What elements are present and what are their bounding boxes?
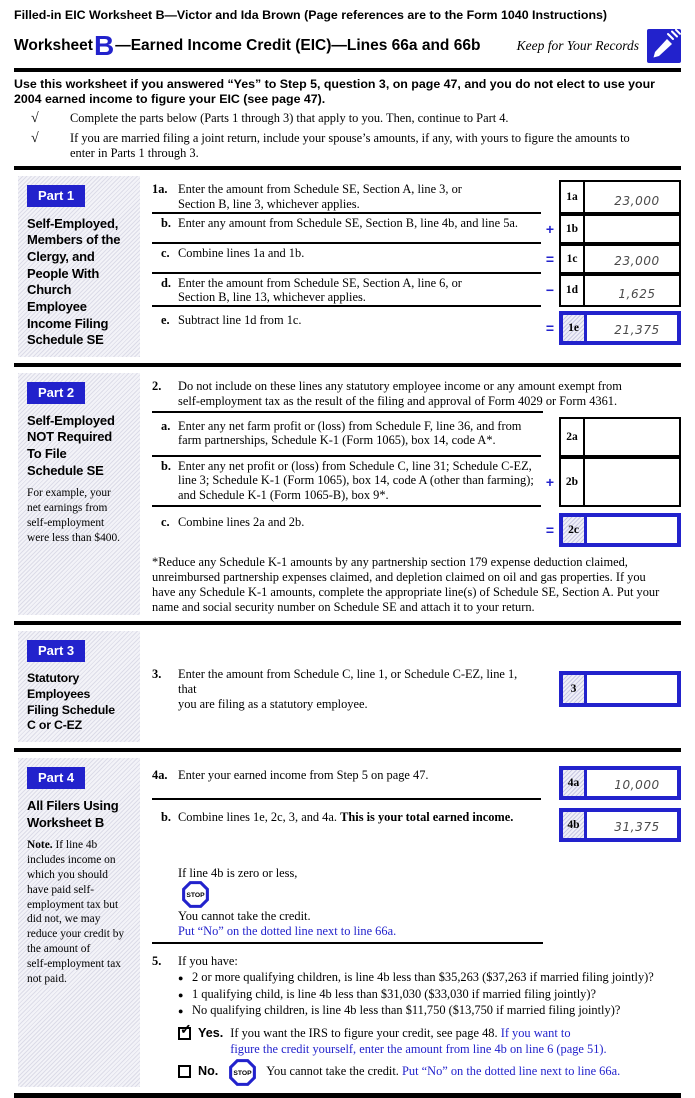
box-label: 2c <box>563 517 587 543</box>
equals-operator: = <box>545 250 555 267</box>
line-item-2b <box>152 457 681 507</box>
item-number: 4a. <box>152 767 168 782</box>
yes-checkbox[interactable] <box>178 1027 191 1040</box>
line-item-1c <box>152 244 681 274</box>
item-text: Do not include on these lines any statutory employee income or any amount exempt from self-employment tax as the result of the filing and approval of Form 4029 or Form 4361. <box>178 378 622 408</box>
item-number: a. <box>161 418 171 433</box>
box-value <box>585 459 679 505</box>
item-text: Enter your earned income from Step 5 on page 47. <box>178 767 429 782</box>
amount-box-1e[interactable] <box>559 311 681 345</box>
item-number: c. <box>161 514 170 529</box>
bullet-text: 1 qualifying child, is line 4b less than $31,030 ($33,030 if married filing jointly)? <box>192 986 597 1001</box>
yes-text: If you want the IRS to figure your credit, see page 48. If you want to figure the credit yourself, enter the amount from line 4b on line 6 (page 51). <box>230 1026 607 1056</box>
stop-pre-text: If line 4b is zero or less, <box>178 866 298 881</box>
part2-badge: Part 2 <box>27 382 85 404</box>
underline <box>152 942 543 944</box>
item-text: Combine lines 1a and 1b. <box>178 245 305 260</box>
item-number: d. <box>161 275 171 290</box>
line-item-4b <box>152 808 681 842</box>
intro-lead: Use this worksheet if you answered “Yes” to Step 5, question 3, on page 47, and you do not elect to use your 2004 earned income to figure your EIC (see page 47). <box>14 77 656 107</box>
item-number: e. <box>161 313 170 328</box>
svg-text:STOP: STOP <box>186 892 205 900</box>
box-label: 4b <box>563 812 587 838</box>
note-label: Note. <box>27 839 53 852</box>
plus-operator: + <box>545 220 555 237</box>
box-value <box>587 517 677 543</box>
part1-sidebar <box>18 176 140 357</box>
line-item-2a <box>152 417 681 457</box>
line-item-2 <box>152 377 681 409</box>
box-label: 1d <box>561 276 585 306</box>
item-text: Enter the amount from Schedule SE, Section A, line 6, or Section B, line 13, whichever applies. <box>178 275 462 305</box>
bullet-text: 2 or more qualifying children, is line 4b less than $35,263 ($37,263 if married filing jointly)? <box>192 969 654 984</box>
divider <box>14 68 681 72</box>
item-text: Enter any net profit or (loss) from Schedule C, line 31; Schedule C-EZ, line 3; Schedule K-1 (Form 1065), box 14, code A (other than farming); and Schedule K-1 (Form 1065-B), box 9*. <box>178 458 534 503</box>
part4-sidebar <box>18 758 140 1087</box>
amount-box-1d[interactable] <box>559 274 681 308</box>
item-text: Combine lines 2a and 2b. <box>178 514 305 529</box>
worksheet-letter: B <box>93 30 115 61</box>
stop-icon <box>182 881 209 908</box>
part2-note: For example, your net earnings from self-employment were less than $400. <box>27 487 120 544</box>
no-option-row <box>178 1064 681 1087</box>
line-item-1b <box>152 214 681 244</box>
box-label: 1a <box>561 182 585 212</box>
no-label: No. <box>198 1064 219 1079</box>
bullet-item <box>178 986 681 1003</box>
box-value: 1,625 <box>618 287 656 302</box>
item-text: Enter the amount from Schedule SE, Section A, line 3, or Section B, line 3, whichever applies. <box>178 181 462 211</box>
box-label: 4a <box>563 770 587 796</box>
part4-heading: All Filers Using Worksheet B <box>27 797 119 830</box>
minus-operator: − <box>545 282 555 299</box>
item-text: Enter any net farm profit or (loss) from Schedule F, line 36, and from farm partnerships, Schedule K-1 (Form 1065), box 14, code A*. <box>178 418 522 448</box>
worksheet-word: Worksheet <box>14 37 93 54</box>
amount-box-4b[interactable] <box>559 808 681 842</box>
box-value <box>585 419 679 455</box>
bullet-dot: ● <box>178 989 184 1000</box>
part3-section <box>14 625 681 748</box>
stop-icon <box>229 1059 256 1086</box>
box-value <box>585 216 679 242</box>
item-text: Combine lines 1e, 2c, 3, and 4a. This is your total earned income. <box>178 809 514 824</box>
line-item-1a <box>152 180 681 214</box>
keep-for-records-note: Keep for Your Records <box>516 38 639 53</box>
no-text: You cannot take the credit. Put “No” on the dotted line next to line 66a. <box>266 1064 621 1079</box>
amount-box-1a[interactable] <box>559 180 681 214</box>
box-value: 23,000 <box>614 193 660 208</box>
stop-blue-text: Put “No” on the dotted line next to line 66a. <box>178 924 397 939</box>
part4-note <box>27 838 134 986</box>
check-icon: √ <box>31 111 39 127</box>
operator-sign <box>541 180 559 214</box>
plus-operator: + <box>545 473 555 490</box>
operator-sign <box>541 808 559 842</box>
underline <box>152 411 543 413</box>
part1-badge: Part 1 <box>27 185 85 207</box>
item-number: b. <box>161 458 171 473</box>
bullet-text: No qualifying children, is line 4b less than $11,750 ($13,750 if married filing jointly)? <box>192 1003 621 1018</box>
line-item-1e <box>152 311 681 345</box>
part2-section <box>14 367 681 621</box>
part1-heading: Self-Employed, Members of the Clergy, and People With Church Employee Income Filing Schedule SE <box>27 215 121 348</box>
box-label: 1b <box>561 216 585 242</box>
note-text: If line 4b includes income on which you should have paid self- employment tax but did not, we may reduce your credit by the amount of self-employment tax not paid. <box>27 839 125 985</box>
box-label: 3 <box>563 675 587 703</box>
box-label: 2b <box>561 459 585 505</box>
worksheet-title: —Earned Income Credit (EIC)—Lines 66a and 66b <box>115 37 481 54</box>
stop-warning-line <box>178 851 681 940</box>
part1-content <box>152 176 681 357</box>
amount-box-2c[interactable] <box>559 513 681 547</box>
part4-badge: Part 4 <box>27 767 85 789</box>
part4-section <box>14 752 681 1093</box>
doc-title: Filled-in EIC Worksheet B—Victor and Ida Brown (Page references are to the Form 1040 Instructions) <box>14 8 608 22</box>
operator-sign <box>541 417 559 457</box>
pencil-icon <box>647 29 681 63</box>
item-number: b. <box>161 809 171 824</box>
part3-badge: Part 3 <box>27 640 85 662</box>
part3-content <box>152 631 681 742</box>
amount-box-1b[interactable] <box>559 214 681 244</box>
line-item-2c <box>152 513 681 547</box>
part1-section <box>14 170 681 363</box>
box-value: 10,000 <box>614 777 660 792</box>
line-item-5 <box>152 952 681 969</box>
yes-label: Yes. <box>198 1026 224 1041</box>
item-number: 3. <box>152 667 162 682</box>
check-icon: √ <box>31 131 39 147</box>
item-number: c. <box>161 245 170 260</box>
amount-box-2b[interactable] <box>559 457 681 507</box>
bullet-item <box>178 969 681 986</box>
yes-option-row <box>178 1026 681 1057</box>
part2-content <box>152 373 681 615</box>
equals-operator: = <box>545 521 555 538</box>
box-value: 21,375 <box>614 323 660 338</box>
line-item-4a <box>152 766 681 800</box>
line-item-1d <box>152 274 681 308</box>
box-value: 31,375 <box>614 819 660 834</box>
item-text: Subtract line 1d from 1c. <box>178 313 302 328</box>
amount-box-4a[interactable] <box>559 766 681 800</box>
bullet-dot: ● <box>178 1006 184 1017</box>
item-number: 2. <box>152 378 162 393</box>
operator-sign <box>541 766 559 800</box>
item-text: Enter the amount from Schedule C, line 1, or Schedule C-EZ, line 1, that you are filing as a statutory employee. <box>178 667 518 711</box>
line-item-3 <box>152 665 681 712</box>
box-label: 1e <box>563 315 587 341</box>
part3-sidebar <box>18 631 140 742</box>
amount-box-3[interactable] <box>559 671 681 707</box>
item-text: If you have: <box>178 953 238 968</box>
part2-sidebar <box>18 373 140 615</box>
checklist-item <box>14 131 681 161</box>
no-checkbox[interactable] <box>178 1065 191 1078</box>
checklist-item <box>14 111 681 128</box>
part3-heading: Statutory Employees Filing Schedule C or C-EZ <box>27 671 115 733</box>
checklist-text: If you are married filing a joint return, include your spouse’s amounts, if any, with yours to figure the amounts to enter in Parts 1 through 3. <box>70 131 630 160</box>
bullet-item <box>178 1002 681 1019</box>
equals-operator: = <box>545 320 555 337</box>
item-text: Enter any amount from Schedule SE, Section B, line 4b, and line 5a. <box>178 215 518 230</box>
bottom-rule <box>14 1093 681 1098</box>
box-label: 2a <box>561 419 585 455</box>
worksheet-title-row <box>14 29 681 63</box>
box-value: 23,000 <box>614 253 660 268</box>
stop-mid-text: You cannot take the credit. <box>178 908 311 923</box>
item-number: 5. <box>152 953 162 968</box>
amount-box-1c[interactable] <box>559 244 681 274</box>
amount-box-2a[interactable] <box>559 417 681 457</box>
box-value <box>587 675 677 703</box>
part4-content <box>152 758 681 1087</box>
item-number: b. <box>161 215 171 230</box>
item-number: 1a. <box>152 181 168 196</box>
part2-footnote: *Reduce any Schedule K-1 amounts by any partnership section 179 expense deduction claimed, unreimbursed partnership expenses claimed, and depletion claimed on oil and gas properties. If you have any Schedule K-1 amounts, complete the appropriate line(s) of Schedule SE, Section A. Put your name and social security number on Schedule SE and attach it to your return. <box>152 554 660 614</box>
part2-heading: Self-Employed NOT Required To File Schedule SE <box>27 412 115 478</box>
bullet-dot: ● <box>178 972 184 983</box>
svg-text:STOP: STOP <box>233 1070 252 1078</box>
checklist-text: Complete the parts below (Parts 1 through 3) that apply to you. Then, continue to Part 4. <box>70 111 509 126</box>
box-label: 1c <box>561 246 585 272</box>
